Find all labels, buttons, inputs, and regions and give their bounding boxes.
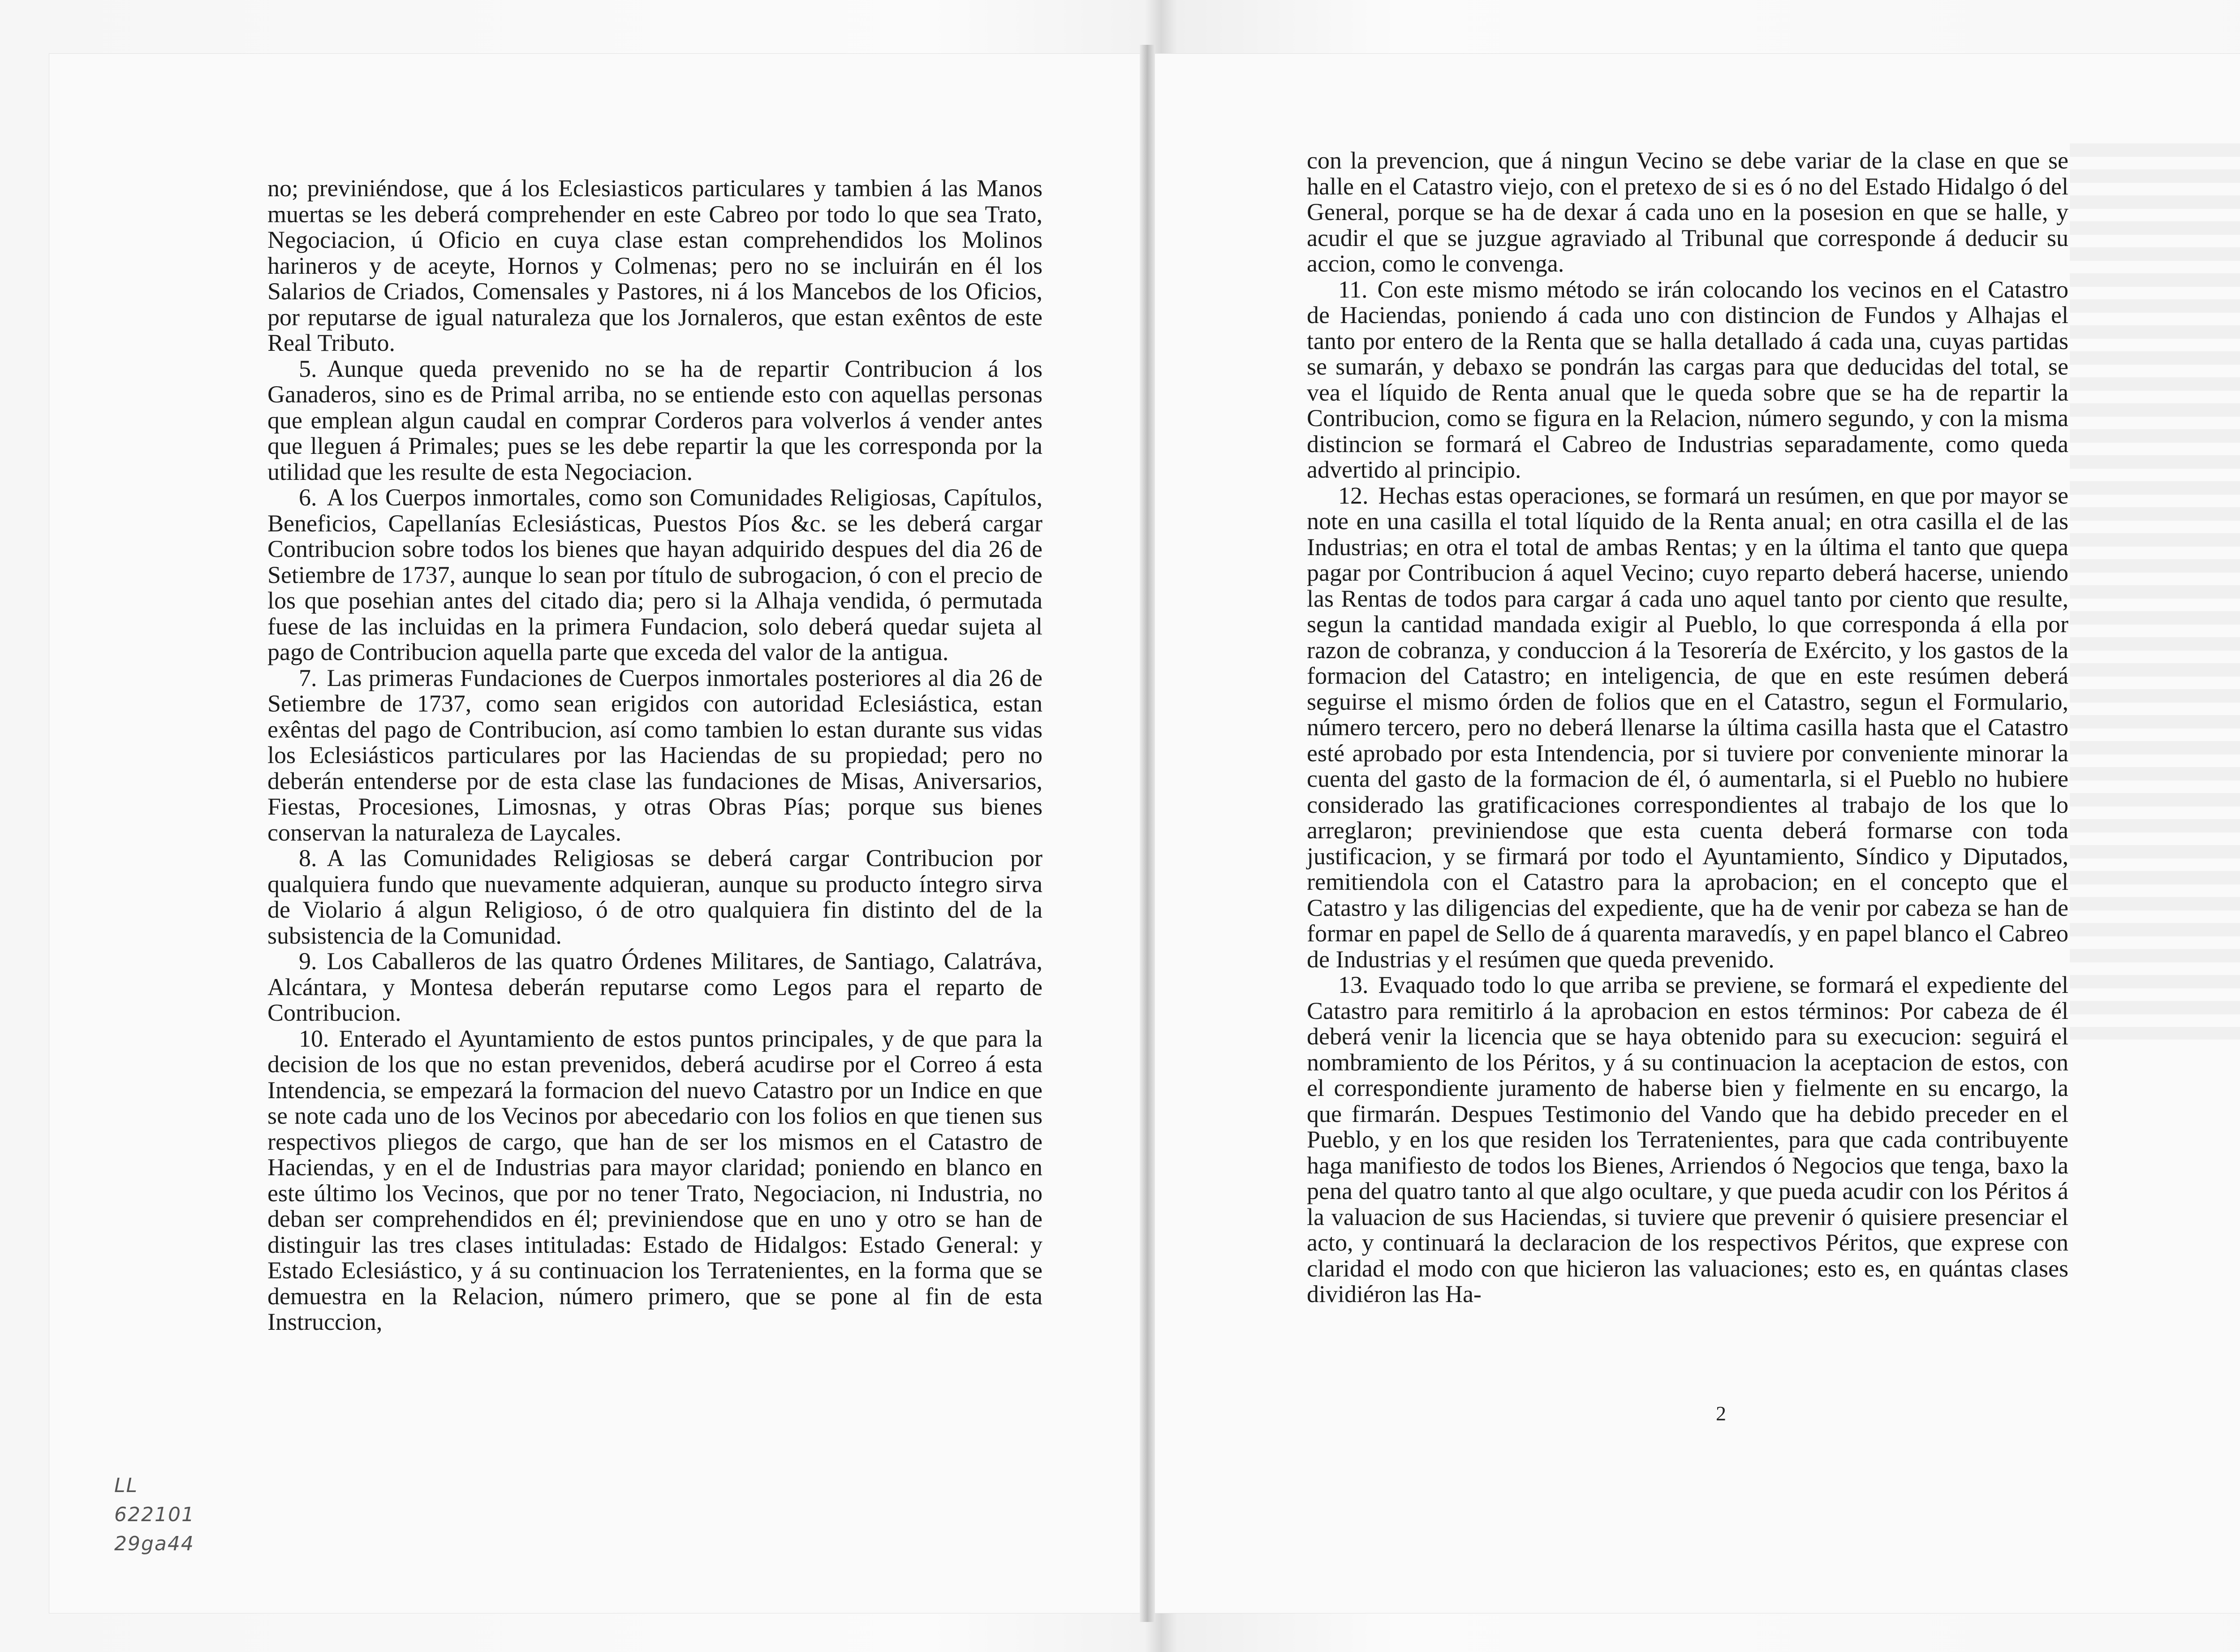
book-gutter bbox=[1140, 45, 1155, 1622]
paragraph bbox=[267, 845, 1042, 949]
paragraph-text: Los Caballeros de las quatro Órdenes Militares, de Santiago, Calatráva, Alcántara, y Montesa deberán reputarse como Legos para el reparto de Contribucion. bbox=[267, 948, 1042, 1026]
paragraph-text: Las primeras Fundaciones de Cuerpos inmortales posteriores al dia 26 de Setiembre de 1737, como sean erigidos con autoridad Eclesiástica, estan exêntas del pago de Contribucion, así como tambien lo estan durante sus vidas los Eclesiásticos particulares por las Haciendas de su propiedad; pero no deberán entenderse por de esta clase las fundaciones de Misas, Aniversarios, Fiestas, Procesiones, Limosnas, y otras Obras Pías; porque sus bienes conservan la naturaleza de Laycales. bbox=[267, 664, 1042, 846]
paragraph bbox=[267, 356, 1042, 485]
margin-note: 622101 bbox=[114, 1503, 195, 1526]
right-page-text bbox=[1307, 148, 2068, 1307]
margin-note: 29ga44 bbox=[114, 1532, 194, 1555]
margin-note: LL bbox=[114, 1474, 138, 1497]
paragraph-text: A los Cuerpos inmortales, como son Comunidades Religiosas, Capítulos, Beneficios, Capellanías Eclesiásticas, Puestos Píos &c. se les deberá cargar Contribucion sobre todos los bienes que hayan adquirido despues del dia 26 de Setiembre de 1737, aunque lo sean por título de subrogacion, ó con el precio de los que posehian antes del citado dia; pero si la Alhaja vendida, ó permutada fuese de las incluidas en la primera Fundacion, solo deberá quedar sujeta al pago de Contribucion aquella parte que exceda del valor de la antigua. bbox=[267, 484, 1042, 665]
paragraph bbox=[1307, 277, 2068, 483]
paragraph-number: 10. bbox=[299, 1025, 329, 1052]
paragraph-text: Evaquado todo lo que arriba se previene, se formará el expediente del Catastro para remitirlo á la aprobacion en estos términos: Por cabeza de él deberá venir la licencia que se haya obtenido para su execucion: seguirá el nombramiento de los Péritos, y á su continuacion la aceptacion de estos, con el correspondiente juramento de haberse bien y fielmente en su encargo, la que firmarán. Despues Testimonio del Vando que ha debido preceder en el Pueblo, y en los que residen los Terratenientes, para que cada contribuyente haga manifiesto de todos los Bienes, Arriendos ó Negocios que tenga, baxo la pena del quatro tanto al que algo ocultare, y que pueda acudir con los Péritos á la valuacion de sus Haciendas, si tuviere que prevenir ó quisiere presenciar el acto, y continuará la declaracion de los respectivos Péritos, que exprese con claridad el modo con que hicieron las valuaciones; esto es, en quántas clases dividiéron las Ha- bbox=[1307, 971, 2068, 1307]
paragraph-text: Con este mismo método se irán colocando los vecinos en el Catastro de Haciendas, poniendo á cada uno con distincion de Fundos y Alhajas el tanto por entero de la Renta que se halla detallado á cada una, cuyas partidas se sumarán, y debaxo se pondrán las cargas para que deducidas del total, se vea el líquido de Renta anual que le queda sobre que se ha de repartir la Contribucion, como se figura en la Relacion, número segundo, y con la misma distincion se formará el Cabreo de Industrias separadamente, como queda advertido al principio. bbox=[1307, 276, 2068, 483]
paragraph-text: no; previniéndose, que á los Eclesiasticos particulares y tambien á las Manos muertas se les deberá comprehender en este Cabreo por todo lo que sea Trato, Negociacion, ú Oficio en cuya clase estan comprehendidos los Molinos harineros y de aceyte, Hornos y Colmenas; pero no se incluirán en él los Salarios de Criados, Comensales y Pastores, ni á los Mancebos de los Oficios, por reputarse de igual naturaleza que los Jornaleros, que estan exêntos de este Real Tributo. bbox=[267, 175, 1042, 356]
paragraph-number: 5. bbox=[299, 355, 317, 382]
paragraph bbox=[267, 1026, 1042, 1335]
paragraph-text: Enterado el Ayuntamiento de estos puntos principales, y de que para la decision de los que no estan prevenidos, deberá acudirse por el Correo á esta Intendencia, se empezará la formacion del nuevo Catastro por un Indice en que se note cada uno de los Vecinos por abecedario con los folios en que tienen sus respectivos pliegos de cargo, que han de ser los mismos en el Catastro de Haciendas, y en el de Industrias para mayor claridad; poniendo en blanco en este último los Vecinos, que por no tener Trato, Negociacion, ni Industria, no deban ser comprehendidos en él; previniendose que en uno y otro se han de distinguir las tres clases intituladas: Estado de Hidalgos: Estado General: y Estado Eclesiástico, y á su continuacion los Terratenientes, en la forma que se demuestra en la Relacion, número primero, que se pone al fin de esta Instruccion, bbox=[267, 1025, 1042, 1335]
paragraph-number: 8. bbox=[299, 845, 317, 871]
paragraph bbox=[267, 176, 1042, 356]
paragraph bbox=[267, 949, 1042, 1026]
paragraph-number: 13. bbox=[1338, 971, 1369, 998]
page-number: 2 bbox=[1716, 1402, 1726, 1425]
paragraph-number: 11. bbox=[1338, 276, 1368, 303]
paragraph bbox=[1307, 148, 2068, 277]
paragraph-number: 6. bbox=[299, 484, 317, 511]
paragraph-number: 7. bbox=[299, 664, 317, 691]
paragraph bbox=[267, 485, 1042, 665]
paragraph bbox=[267, 665, 1042, 846]
paragraph-text: A las Comunidades Religiosas se deberá cargar Contribucion por qualquiera fundo que nuevamente adquieran, aunque su producto íntegro sirva de Violario á algun Religioso, ó de otro qualquiera fin distinto del de la subsistencia de la Comunidad. bbox=[267, 845, 1042, 949]
paragraph-text: Aunque queda prevenido no se ha de repartir Contribucion á los Ganaderos, sino es de Primal arriba, no se entiende esto con aquellas personas que emplean algun caudal en comprar Corderos para volverlos á vender antes que lleguen á Primales; pues se les debe repartir la que les corresponda por la utilidad que les resulte de esta Negociacion. bbox=[267, 355, 1042, 485]
paragraph-text: con la prevencion, que á ningun Vecino se debe variar de la clase en que se halle en el Catastro viejo, con el pretexo de si es ó no del Estado Hidalgo ó del General, porque se ha de dexar á cada uno en la posesion en que se halle, y acudir el que se juzgue agraviado al Tribunal que corresponde á deducir su accion, como le convenga. bbox=[1307, 147, 2068, 277]
left-page-text bbox=[267, 176, 1042, 1335]
show-through-bleed bbox=[2070, 143, 2240, 1040]
paragraph-text: Hechas estas operaciones, se formará un resúmen, en que por mayor se note en una casilla el total líquido de la Renta anual; en otra casilla el de las Industrias; en otra el total de ambas Rentas; y en la última el tanto que quepa pagar por Contribucion á aquel Vecino; cuyo reparto deberá hacerse, uniendo las Rentas de todos para cargar á cada uno aquel tanto por ciento que resulte, segun la cantidad mandada exigir al Pueblo, lo que corresponda á ella por razon de cobranza, y conduccion á la Tesorería de Exército, y los gastos de la formacion del Catastro; en inteligencia, de que en este resúmen deberá seguirse el mismo órden de folios que en el Catastro, segun el Formulario, número tercero, pero no deberá llenarse la última casilla hasta que el Catastro esté aprobado por esta Intendencia, por si tuviere por conveniente minorar la cuenta del gasto de la formacion de él, ó aumentarla, si el Pueblo no hubiere considerado las gratificaciones correspondientes al trabajo de los que lo arreglaron; previniendose que esta cuenta deberá formarse con toda justificacion, y se firmará por todo el Ayuntamiento, Síndico y Diputados, remitiendola con el Catastro para la aprobacion; en el concepto que el Catastro y las diligencias del expediente, que ha de venir por cabeza se han de formar en papel de Sello de á quarenta maravedís, y en papel blanco el Cabreo de Industrias y el resúmen que queda prevenido. bbox=[1307, 482, 2068, 973]
paragraph-number: 12. bbox=[1338, 482, 1369, 509]
paragraph-number: 9. bbox=[299, 948, 317, 975]
paragraph bbox=[1307, 972, 2068, 1307]
paragraph bbox=[1307, 483, 2068, 973]
